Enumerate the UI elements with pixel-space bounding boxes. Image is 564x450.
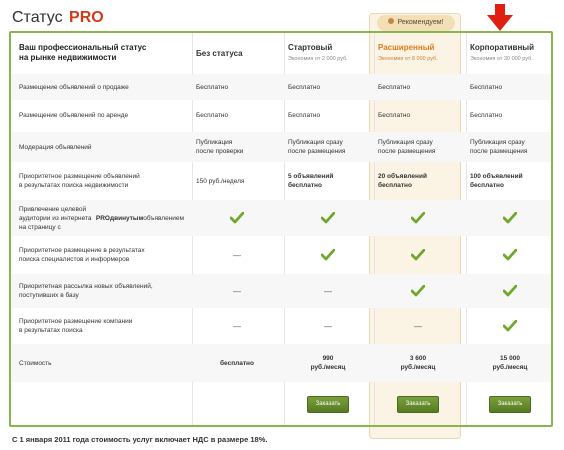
plan-header-4	[466, 34, 554, 72]
feature-value: —	[324, 321, 332, 331]
check-icon	[411, 285, 425, 297]
table-row	[11, 274, 551, 308]
feature-value: 150 руб./неделя	[196, 177, 245, 185]
plan-savings: Экономия от 30 000 руб.	[470, 55, 533, 62]
check-icon	[503, 249, 517, 261]
vat-footnote: С 1 января 2011 года стоимость услуг включает НДС в размере 18%.	[12, 435, 268, 444]
order-button[interactable]: Заказать	[307, 396, 350, 413]
recommend-icon	[388, 18, 394, 24]
feature-value: 5 объявлений бесплатно	[288, 173, 334, 189]
order-buttons-row	[11, 390, 551, 418]
row-label: Модерация объявлений	[19, 143, 92, 151]
row-label: Приоритетное размещение в результатах поиска специалистов и информеров	[19, 247, 145, 263]
check-icon	[503, 212, 517, 224]
feature-value: —	[233, 286, 241, 296]
feature-check	[374, 200, 462, 236]
plan-name: Расширенный	[378, 42, 435, 52]
feature-value: Публикация сразу после размещения	[378, 139, 436, 155]
feature-check	[284, 238, 372, 272]
feature-value: 20 объявлений бесплатно	[378, 173, 427, 189]
check-icon	[321, 249, 335, 261]
recommend-badge-label: Рекомендуем!	[397, 19, 444, 26]
feature-value: Бесплатно	[288, 111, 321, 119]
row-label: Приоритетная рассылка новых объявлений, поступивших в базу	[19, 283, 153, 299]
check-icon	[230, 212, 244, 224]
table-row	[11, 200, 551, 236]
plan-header-1	[192, 34, 282, 72]
row-label: Привлечение целевой аудитории из интернета на страницу с PROдвинутым объявлением	[19, 205, 184, 231]
order-button[interactable]: Заказать	[397, 396, 440, 413]
feature-check	[466, 274, 554, 308]
table-row	[11, 238, 551, 272]
row-label: Размещение объявлений о продаже	[19, 83, 129, 91]
order-button[interactable]: Заказать	[489, 396, 532, 413]
row-label: Стоимость	[19, 359, 52, 367]
feature-check	[374, 238, 462, 272]
page-title	[12, 9, 104, 27]
check-icon	[503, 320, 517, 332]
feature-value: Публикация сразу после размещения	[470, 139, 528, 155]
title-pro: PRO	[69, 9, 104, 26]
feature-value: 990 руб./месяц	[310, 355, 346, 371]
table-row	[11, 132, 551, 162]
feature-value: Бесплатно	[288, 83, 321, 91]
feature-value: 15 000 руб./месяц	[492, 355, 528, 371]
check-icon	[411, 212, 425, 224]
feature-value: —	[414, 321, 422, 331]
feature-value: 3 600 руб./месяц	[400, 355, 436, 371]
table-row	[11, 344, 551, 382]
plan-header-2	[284, 34, 372, 72]
feature-check	[374, 274, 462, 308]
feature-value: —	[324, 286, 332, 296]
plan-name: Без статуса	[196, 48, 243, 58]
header-row-label: Ваш профессиональный статус на рынке недвижимости	[19, 43, 147, 62]
table-row	[11, 164, 551, 198]
feature-check	[192, 200, 282, 236]
feature-value: Бесплатно	[196, 111, 229, 119]
table-row	[11, 74, 551, 100]
feature-value: 100 объявлений бесплатно	[470, 173, 523, 189]
arrow-down-icon	[486, 4, 514, 32]
feature-value: —	[233, 321, 241, 331]
feature-value: Публикация сразу после размещения	[288, 139, 346, 155]
plan-savings: Экономия от 8 000 руб.	[378, 55, 438, 62]
order-cell	[466, 390, 554, 418]
check-icon	[321, 212, 335, 224]
row-label: Размещение объявлений по аренде	[19, 111, 129, 119]
plan-name: Стартовый	[288, 42, 333, 52]
feature-check	[466, 200, 554, 236]
feature-value: Бесплатно	[378, 83, 411, 91]
feature-value: Бесплатно	[196, 83, 229, 91]
feature-check	[466, 238, 554, 272]
feature-value: —	[233, 250, 241, 260]
plan-header-3	[374, 34, 462, 72]
feature-value: Бесплатно	[378, 111, 411, 119]
plan-savings: Экономия от 2 000 руб.	[288, 55, 348, 62]
row-label: Приоритетное размещение компании в результатах поиска	[19, 318, 133, 334]
plan-name: Корпоративный	[470, 42, 535, 52]
brand-text: PROдвинутым	[95, 214, 144, 222]
table-row	[11, 310, 551, 342]
feature-value: Бесплатно	[470, 83, 503, 91]
check-icon	[503, 285, 517, 297]
table-header-row	[11, 34, 551, 72]
table-row	[11, 102, 551, 128]
recommend-badge	[377, 15, 455, 31]
feature-check	[466, 310, 554, 342]
feature-value: Публикация после проверки	[196, 139, 244, 155]
feature-check	[284, 200, 372, 236]
feature-value: Бесплатно	[470, 111, 503, 119]
title-text: Статус	[12, 9, 63, 26]
check-icon	[411, 249, 425, 261]
row-label: Приоритетное размещение объявлений в результатах поиска недвижимости	[19, 173, 140, 189]
order-cell	[374, 390, 462, 418]
feature-value: бесплатно	[220, 359, 254, 367]
order-cell	[284, 390, 372, 418]
